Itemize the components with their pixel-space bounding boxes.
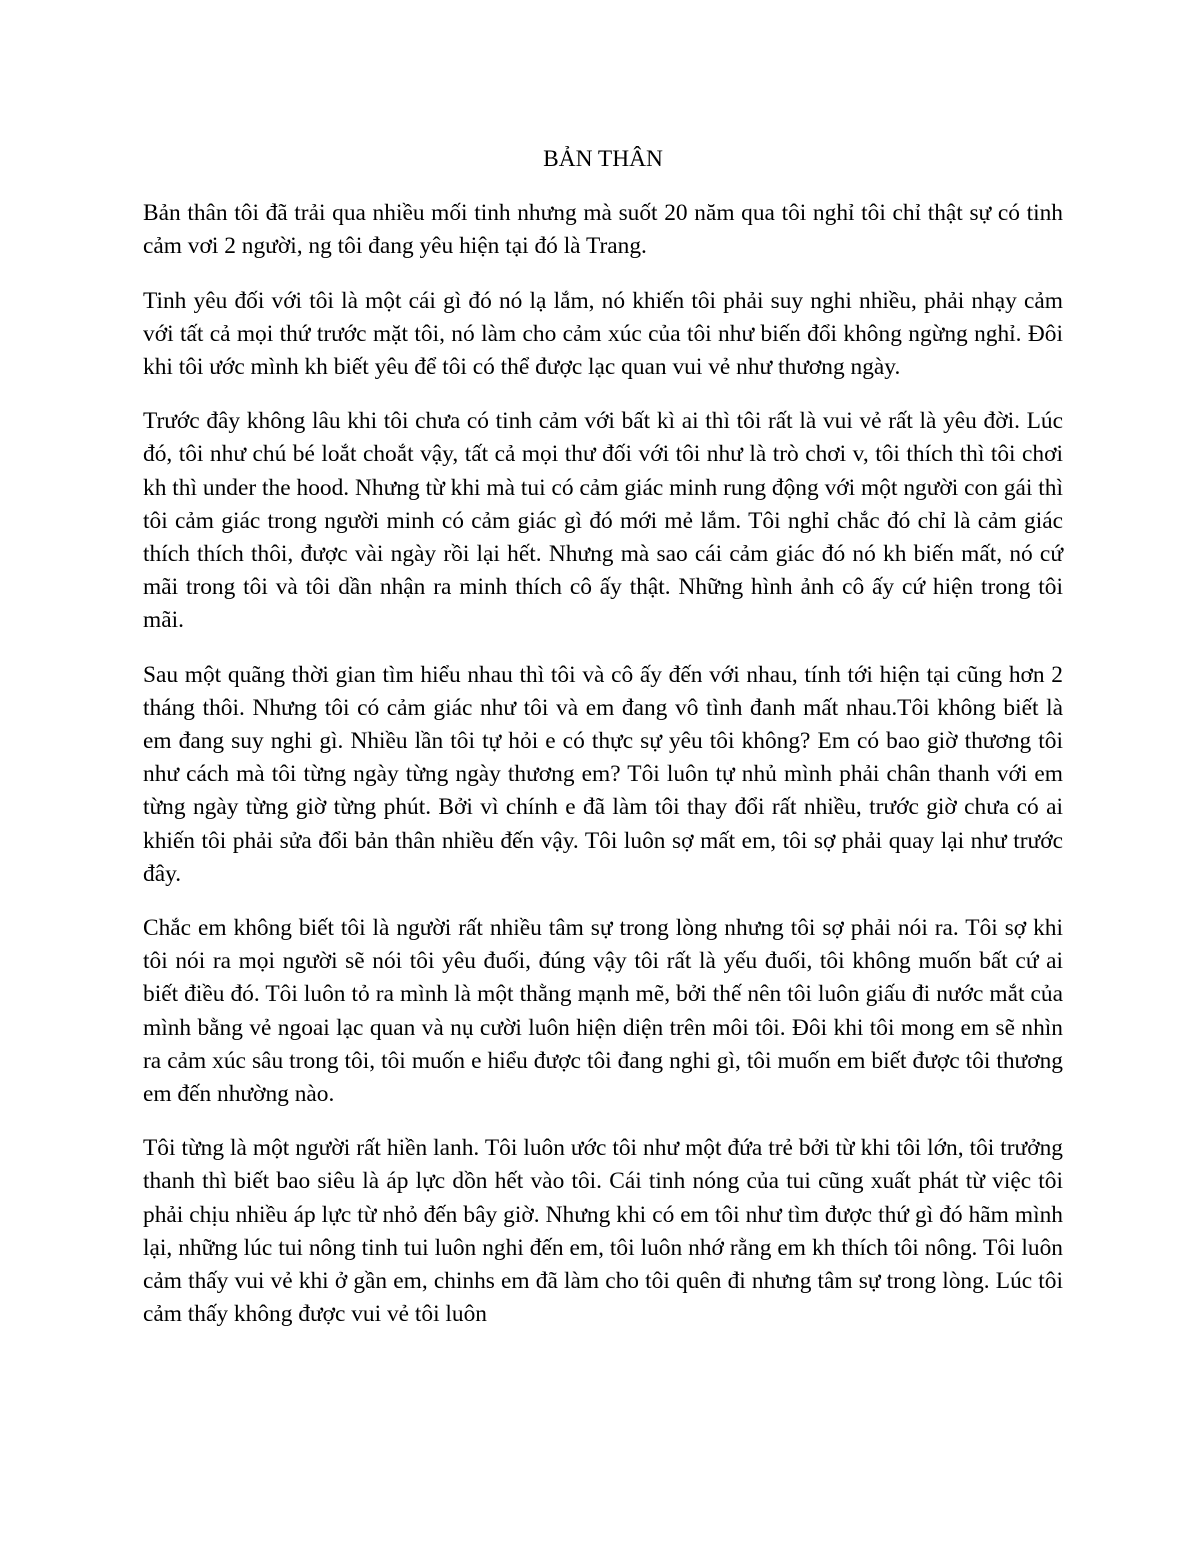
document-title: BẢN THÂN [543, 146, 663, 172]
paragraph-5: Chắc em không biết tôi là người rất nhiều tâm sự trong lòng nhưng tôi sợ phải nói ra. Tôi sợ khi tôi nói ra mọi người sẽ nói tôi yêu đuối, đúng vậy tôi rất là yếu đuối, tôi không muốn bất cứ ai biết điều đó. Tôi luôn tỏ ra mình là một thằng mạnh mẽ, bởi thế nên tôi luôn giấu đi nước mắt của mình bằng vẻ ngoai lạc quan và nụ cười luôn hiện diện trên môi tôi. Đôi khi tôi mong em sẽ nhìn ra cảm xúc sâu trong tôi, tôi muốn e hiểu được tôi đang nghi gì, tôi muốn em biết được tôi thương em đến nhường nào. [143, 915, 1063, 1108]
paragraph-1: Bản thân tôi đã trải qua nhiều mối tinh nhưng mà suốt 20 năm qua tôi nghỉ tôi chỉ thật sự có tinh cảm vơi 2 người, ng tôi đang yêu hiện tại đó là Trang. [143, 200, 1063, 260]
document-page [143, 143, 1063, 1353]
paragraph-6: Tôi từng là một người rất hiền lanh. Tôi luôn ước tôi như một đứa trẻ bởi từ khi tôi lớn, tôi trưởng thanh thì biết bao siêu là áp lực dồn hết vào tôi. Cái tinh nóng của tui cũng xuất phát từ việc tôi phải chịu nhiều áp lực từ nhỏ đến bây giờ. Nhưng khi có em tôi như tìm được thứ gì đó hãm mình lại, những lúc tui nông tinh tui luôn nghi đến em, tôi luôn nhớ rằng em kh thích tôi nông. Tôi luôn cảm thấy vui vẻ khi ở gần em, chinhs em đã làm cho tôi quên đi nhưng tâm sự trong lòng. Lúc tôi cảm thấy không được vui vẻ tôi luôn [143, 1135, 1063, 1328]
paragraph-4: Sau một quãng thời gian tìm hiểu nhau thì tôi và cô ấy đến với nhau, tính tới hiện tại cũng hơn 2 tháng thôi. Nhưng tôi có cảm giác như tôi và em đang vô tình đanh mất nhau.Tôi không biết là em đang suy nghi gì. Nhiều lần tôi tự hỏi e có thực sự yêu tôi không? Em có bao giờ thương tôi như cách mà tôi từng ngày từng ngày thương em? Tôi luôn tự nhủ mình phải chân thanh với em từng ngày từng giờ từng phút. Bởi vì chính e đã làm tôi thay đổi rất nhiều, trước giờ chưa có ai khiến tôi phải sửa đổi bản thân nhiều đến vậy. Tôi luôn sợ mất em, tôi sợ phải quay lại như trước đây. [143, 661, 1063, 887]
paragraph-2: Tinh yêu đối với tôi là một cái gì đó nó lạ lắm, nó khiến tôi phải suy nghi nhiều, phải nhạy cảm với tất cả mọi thứ trước mặt tôi, nó làm cho cảm xúc của tôi như biến đổi không ngừng nghỉ. Đôi khi tôi ước mình kh biết yêu để tôi có thể được lạc quan vui vẻ như thương ngày. [143, 287, 1063, 381]
paragraph-3: Trước đây không lâu khi tôi chưa có tinh cảm với bất kì ai thì tôi rất là vui vẻ rất là yêu đời. Lúc đó, tôi như chú bé loắt choắt vậy, tất cả mọi thư đối với tôi như là trò chơi v, tôi thích thì tôi chơi kh thì under the hood. Nhưng từ khi mà tui có cảm giác minh rung động với một người con gái thì tôi cảm giác trong người minh có cảm giác gì đó mới mẻ lắm. Tôi nghỉ chắc đó chỉ là cảm giác thích thích thôi, được vài ngày rồi lại hết. Nhưng mà sao cái cảm giác đó nó kh biến mất, nó cứ mãi trong tôi và tôi dần nhận ra minh thích cô ấy thật. Những hình ảnh cô ấy cứ hiện trong tôi mãi. [143, 408, 1063, 634]
